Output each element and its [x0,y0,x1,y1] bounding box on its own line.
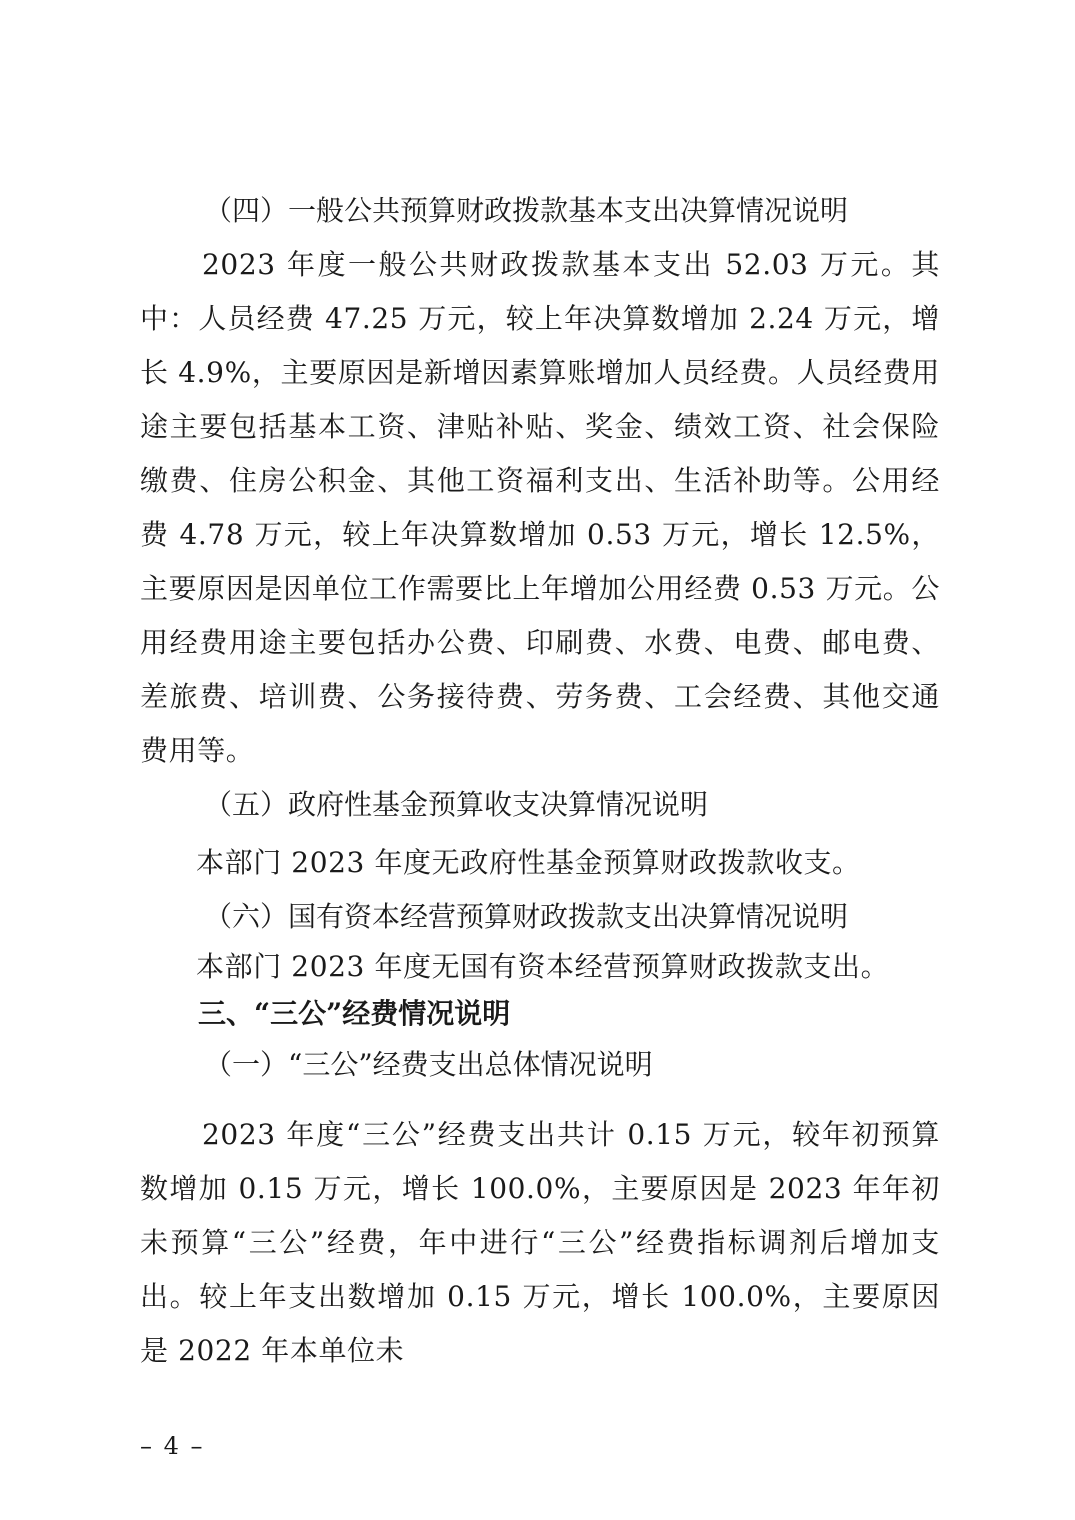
section-5-title: （五）政府性基金预算收支决算情况说明 [204,788,709,821]
part-3-subsection-1-body: 2023 年度“三公”经费支出共计 0.15 万元，较年初预算数增加 0.15 万元，增长 100.0%，主要原因是 2023 年年初未预算“三公”经费，年中进行“三公”经费指标调剂后增加支出。较上年支出数增加 0.15 万元，增长 100.0%，主要原因是 2022 年本单位未 [140,1118,940,1367]
section-5-body: 本部门 2023 年度无政府性基金预算财政拨款收支。 [196,846,861,879]
section-4-title: （四）一般公共预算财政拨款基本支出决算情况说明 [204,194,849,227]
page-number: – 4 – [140,1432,205,1460]
section-6-body: 本部门 2023 年度无国有资本经营预算财政拨款支出。 [196,950,890,983]
part-3-title: 三、“三公”经费情况说明 [198,997,511,1030]
part-3-subsection-1-title: （一）“三公”经费支出总体情况说明 [204,1048,653,1081]
document-content [140,184,940,1378]
section-4-body: 2023 年度一般公共财政拨款基本支出 52.03 万元。其中：人员经费 47.25 万元，较上年决算数增加 2.24 万元，增长 4.9%，主要原因是新增因素算账增加人员经费。人员经费用途主要包括基本工资、津贴补贴、奖金、绩效工资、社会保险缴费、住房公积金、其他工资福利支出、生活补助等。公用经费 4.78 万元，较上年决算数增加 0.53 万元，增长 12.5%，主要原因是因单位工作需要比上年增加公用经费 0.53 万元。公用经费用途主要包括办公费、印刷费、水费、电费、邮电费、差旅费、培训费、公务接待费、劳务费、工会经费、其他交通费用等。 [140,248,940,767]
section-6-title: （六）国有资本经营预算财政拨款支出决算情况说明 [204,900,849,933]
